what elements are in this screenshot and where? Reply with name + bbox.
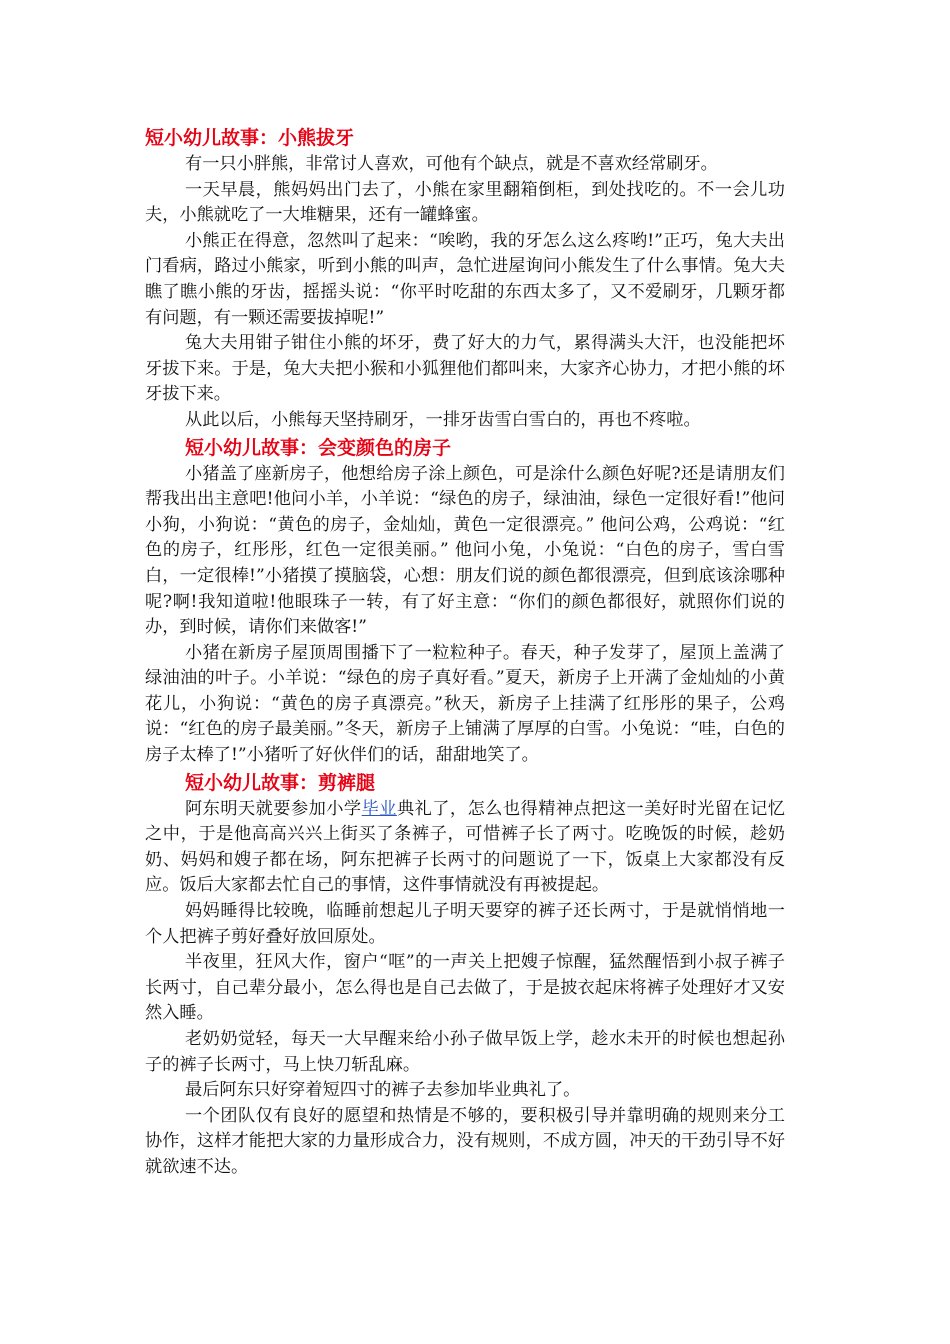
paragraph: 小猪在新房子屋顶周围播下了一粒粒种子。春天，种子发芽了，屋顶上盖满了绿油油的叶子。小羊说：“绿色的房子真好看。”夏天，新房子上开满了金灿灿的小黄花儿，小狗说：“黄色的房子真漂亮。”秋天，新房子上挂满了红彤彤的果子，公鸡说：“红色的房子最美丽。”冬天，新房子上铺满了厚厚的白雪。小兔说：“哇，白色的房子太棒了!”小猪听了好伙伴们的话，甜甜地笑了。: [145, 642, 785, 766]
paragraph-text: 典礼了，怎么也得精神点把这一美好时光留在记忆之中，于是他高高兴兴上街买了条裤子，可惜裤子长了两寸。吃晚饭的时候，趁奶奶、妈妈和嫂子都在场，阿东把裤子长两寸的问题说了一下，饭桌上大家都没有反应。饭后大家都去忙自己的事情，这件事情就没有再被提起。: [145, 798, 785, 896]
paragraph: 小猪盖了座新房子，他想给房子涂上颜色，可是涂什么颜色好呢?还是请朋友们帮我出出主意吧!他问小羊，小羊说：“绿色的房子，绿油油，绿色一定很好看!”他问小狗，小狗说：“黄色的房子，金灿灿，黄色一定很漂亮。” 他问公鸡，公鸡说：“红色的房子，红彤彤，红色一定很美丽。” 他问小兔，小兔说：“白色的房子，雪白雪白，一定很棒!”小猪摸了摸脑袋，心想：朋友们说的颜色都很漂亮，但到底该涂哪种呢?啊!我知道啦!他眼珠子一转，有了好主意：“你们的颜色都很好，就照你们说的办，到时候，请你们来做客!”: [145, 463, 785, 638]
paragraph: 老奶奶觉轻，每天一大早醒来给小孙子做早饭上学，趁水未开的时候也想起孙子的裤子长两寸，马上快刀斩乱麻。: [145, 1029, 785, 1075]
story-title: 短小幼儿故事：小熊拔牙: [145, 127, 355, 149]
paragraph: 小熊正在得意，忽然叫了起来：“唉哟，我的牙怎么这么疼哟!”正巧，兔大夫出门看病，路过小熊家，听到小熊的叫声，急忙进屋询问小熊发生了什么事情。兔大夫瞧了瞧小熊的牙齿，摇摇头说：“你平时吃甜的东西太多了，又不爱刷牙，几颗牙都有问题，有一颗还需要拔掉呢!”: [145, 230, 785, 328]
paragraph: 一个团队仅有良好的愿望和热情是不够的，要积极引导并靠明确的规则来分工协作，这样才能把大家的力量形成合力，没有规则，不成方圆，冲天的干劲引导不好就欲速不达。: [145, 1105, 785, 1177]
paragraph: 兔大夫用钳子钳住小熊的坏牙，费了好大的力气，累得满头大汗，也没能把坏牙拔下来。于是，兔大夫把小猴和小狐狸他们都叫来，大家齐心协力，才把小熊的坏牙拔下来。: [145, 333, 785, 405]
paragraph: 最后阿东只好穿着短四寸的裤子去参加毕业典礼了。: [185, 1080, 581, 1101]
paragraph-with-link: [145, 797, 785, 899]
document-page: [145, 124, 785, 1181]
paragraph: 半夜里，狂风大作，窗户“哐”的一声关上把嫂子惊醒，猛然醒悟到小叔子裤子长两寸，自己辈分最小，怎么得也是自己去做了，于是披衣起床将裤子处理好才又安然入睡。: [145, 952, 785, 1024]
story-title: 短小幼儿故事：会变颜色的房子: [185, 436, 452, 459]
paragraph: 有一只小胖熊，非常讨人喜欢，可他有个缺点，就是不喜欢经常刷牙。: [185, 154, 718, 174]
paragraph: 一天早晨，熊妈妈出门去了，小熊在家里翻箱倒柜，到处找吃的。不一会儿功夫，小熊就吃了一大堆糖果，还有一罐蜂蜜。: [145, 179, 785, 226]
paragraph: 妈妈睡得比较晚，临睡前想起儿子明天要穿的裤子还长两寸，于是就悄悄地一个人把裤子剪好叠好放回原处。: [145, 901, 785, 947]
graduation-link[interactable]: 毕业: [361, 798, 397, 819]
story-title: 短小幼儿故事：剪裤腿: [185, 771, 376, 794]
paragraph: 从此以后，小熊每天坚持刷牙，一排牙齿雪白雪白的，再也不疼啦。: [185, 409, 701, 430]
paragraph-text: 阿东明天就要参加小学: [185, 798, 362, 819]
